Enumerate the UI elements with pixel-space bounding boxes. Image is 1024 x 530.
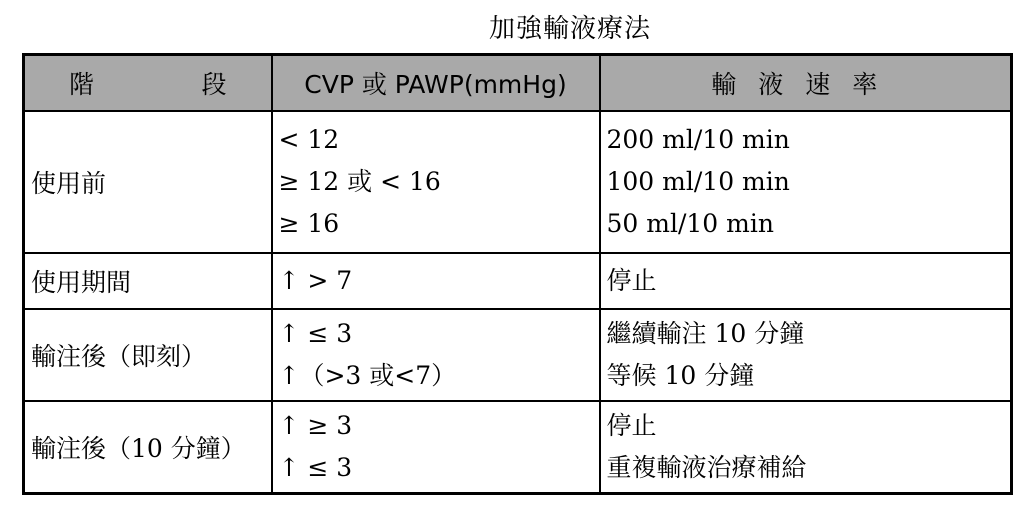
stage-cell: 使用前	[24, 111, 272, 253]
table-row	[24, 401, 1012, 493]
cvp-value: ≥ 12 或 < 16	[278, 167, 441, 196]
table-row	[24, 309, 1012, 401]
page-title: 加強輸液療法	[488, 14, 651, 44]
rate-cell	[600, 401, 1012, 493]
rate-value: 50 ml/10 min	[606, 209, 774, 238]
rate-value: 停止	[606, 410, 657, 440]
cvp-cell	[272, 401, 600, 493]
cvp-value: ≥ 16	[278, 209, 340, 238]
cvp-value: ↑（>3 或<7）	[278, 361, 457, 390]
header-rate: 輸液速率	[600, 55, 1012, 112]
rate-cell	[600, 309, 1012, 401]
header-cvp: CVP 或 PAWP(mmHg)	[272, 55, 600, 112]
rate-value: 200 ml/10 min	[606, 125, 790, 154]
cvp-cell	[272, 253, 600, 309]
header-stage-char-2: 段	[201, 70, 227, 99]
cvp-cell	[272, 309, 600, 401]
table-row	[24, 111, 1012, 253]
rate-value: 100 ml/10 min	[606, 167, 790, 196]
stage-cell: 使用期間	[24, 253, 272, 309]
fluid-therapy-table	[22, 53, 1013, 495]
cvp-value: ↑ ≤ 3	[278, 452, 353, 482]
header-stage	[24, 55, 272, 112]
table-row	[24, 253, 1012, 309]
rate-value: 重複輸液治療補給	[606, 452, 807, 482]
cvp-value: ↑ > 7	[278, 266, 353, 295]
rate-cell	[600, 111, 1012, 253]
rate-value: 繼續輸注 10 分鐘	[606, 319, 805, 348]
cvp-cell	[272, 111, 600, 253]
rate-cell	[600, 253, 1012, 309]
rate-value: 等候 10 分鐘	[606, 361, 755, 390]
cvp-value: ↑ ≤ 3	[278, 319, 353, 348]
cvp-value: < 12	[278, 125, 340, 154]
cvp-value: ↑ ≥ 3	[278, 410, 353, 440]
rate-value: 停止	[606, 266, 657, 295]
stage-cell: 輸注後（即刻）	[24, 309, 272, 401]
table-header-row	[24, 55, 1012, 112]
stage-cell: 輸注後（10 分鐘）	[24, 401, 272, 493]
header-stage-char-1: 階	[69, 70, 95, 99]
